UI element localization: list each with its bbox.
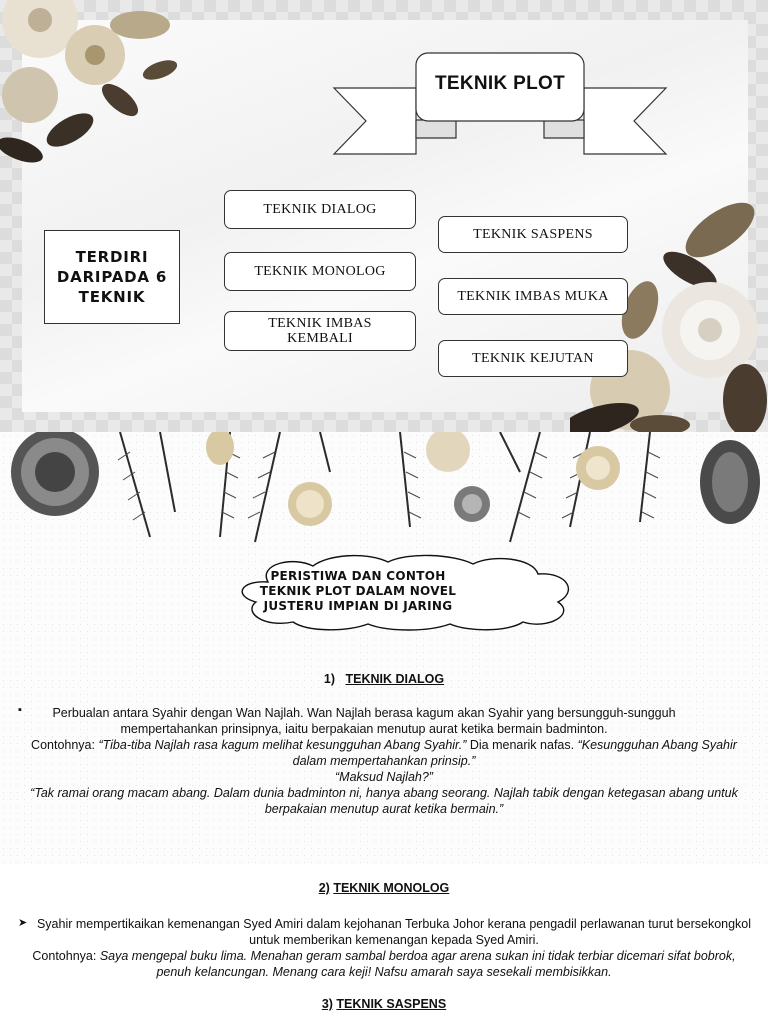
section-number: 2) xyxy=(318,881,330,895)
technique-box-kejutan: TEKNIK KEJUTAN xyxy=(438,340,628,377)
example-label: Contohnya: xyxy=(32,949,97,963)
example-narration: Dia menarik nafas. xyxy=(469,738,575,752)
floral-decoration-top-left xyxy=(0,0,200,200)
section-heading-monolog xyxy=(0,881,768,895)
example-quote: Saya mengepal buku lima. Menahan geram sambal berdoa agar arena sukan ini tidak terbiar dicemari sifat bobrok, penuh kelancungan. Menang cara keji! Nafsu amarah saya sesekali membisikkan. xyxy=(99,949,736,979)
example-quote: “Kesungguhan Abang Syahir dalam mempertahankan prinsip.” xyxy=(292,738,737,768)
page-title: TEKNIK PLOT xyxy=(435,73,565,94)
document-page-lower xyxy=(0,864,768,1024)
technique-box-saspens: TEKNIK SASPENS xyxy=(438,216,628,253)
pine-decoration-band xyxy=(0,432,768,544)
section-heading-saspens xyxy=(0,997,768,1011)
summary-line: DARIPADA 6 xyxy=(56,268,168,286)
technique-box-imbas-kembali: TEKNIK IMBAS KEMBALI xyxy=(224,311,416,351)
cloud-title xyxy=(258,569,458,614)
cloud-title-line: JUSTERU IMPIAN DI JARING xyxy=(263,599,453,613)
example-quote: “Maksud Najlah?” xyxy=(335,770,433,784)
arrow-bullet-icon: ➤ xyxy=(18,917,28,929)
technique-box-imbas-muka: TEKNIK IMBAS MUKA xyxy=(438,278,628,315)
section-title: TEKNIK DIALOG xyxy=(345,672,445,686)
section-example xyxy=(14,737,754,817)
section-number: 1) xyxy=(323,672,336,686)
section-title: TEKNIK MONOLOG xyxy=(333,881,450,895)
cloud-title-line: PERISTIWA DAN CONTOH xyxy=(270,569,446,583)
example-quote: “Tak ramai orang macam abang. Dalam dunia badminton ni, hanya abang seorang. Najlah tabik dengan ketegasan abang untuk berpakaian menutup aurat ketika bermain.” xyxy=(30,786,738,816)
summary-line: TERDIRI xyxy=(75,248,149,266)
section-description: Perbualan antara Syahir dengan Wan Najlah. Wan Najlah berasa kagum akan Syahir yang bersungguh-sungguh mempertahankan prinsipnya, iaitu berpakaian menutup aurat ketika bermain badminton. xyxy=(52,706,676,736)
section-example xyxy=(14,948,754,980)
technique-box-monolog: TEKNIK MONOLOG xyxy=(224,252,416,291)
slide-teknik-plot xyxy=(0,0,768,432)
summary-line: TEKNIK xyxy=(78,288,146,306)
cloud-title-line: TEKNIK PLOT DALAM NOVEL xyxy=(259,584,457,598)
square-bullet-icon: ▪ xyxy=(18,704,22,716)
section-title: TEKNIK SASPENS xyxy=(336,997,447,1011)
section-description: Syahir mempertikaikan kemenangan Syed Amiri dalam kejohanan Terbuka Johor kerana pengadil perlawanan turut bersekongkol untuk memberikan kemenangan kepada Syed Amiri. xyxy=(36,917,752,947)
section-number: 3) xyxy=(321,997,333,1011)
summary-box xyxy=(44,230,180,324)
example-quote: “Tiba-tiba Najlah rasa kagum melihat kesungguhan Abang Syahir.” xyxy=(98,738,467,752)
example-label: Contohnya: xyxy=(31,738,95,752)
section-heading-dialog xyxy=(0,672,768,686)
title-ribbon-banner xyxy=(330,50,670,160)
technique-box-dialog: TEKNIK DIALOG xyxy=(224,190,416,229)
